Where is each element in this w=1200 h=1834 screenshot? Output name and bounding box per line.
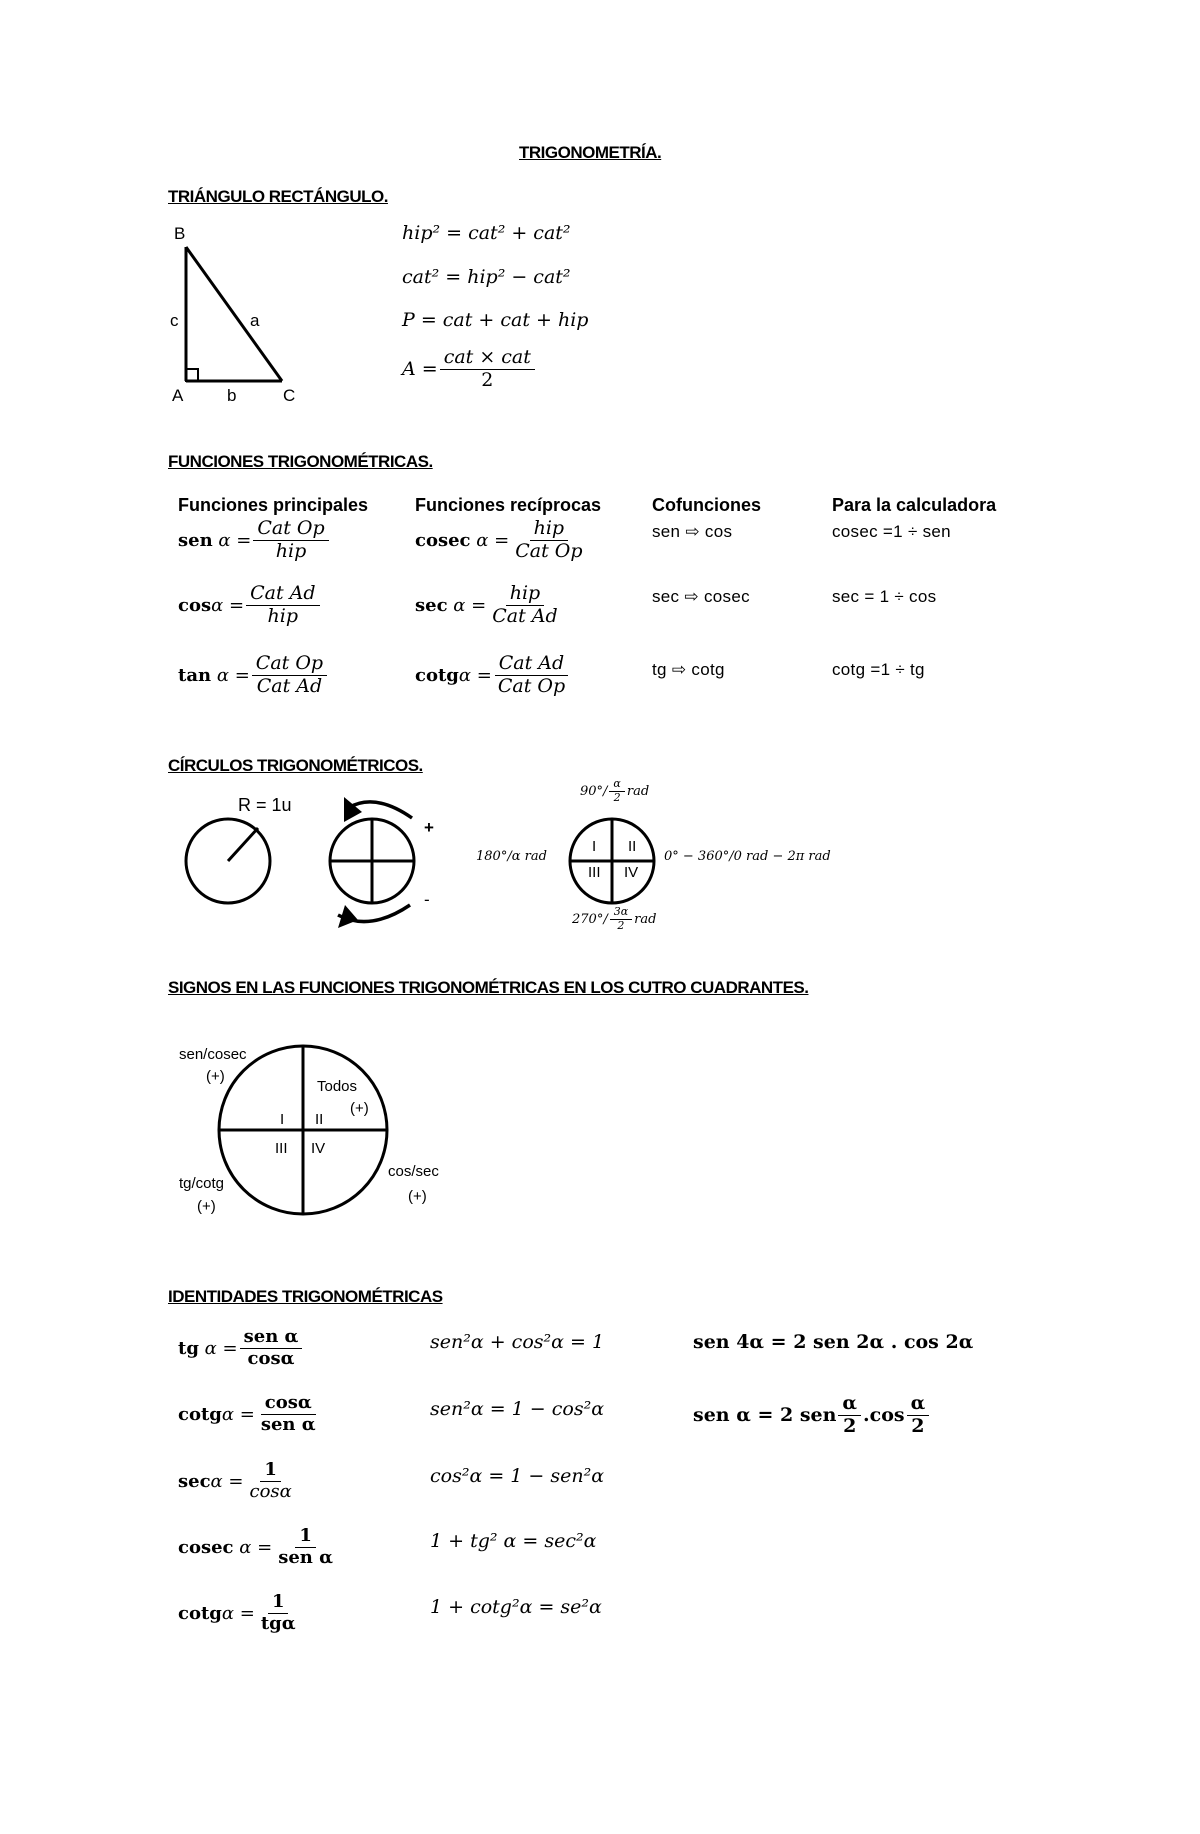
- cos-sec-sign: (+): [408, 1188, 427, 1205]
- todos-label: Todos: [317, 1078, 358, 1095]
- identity-sec: sec α = $\frac{1}{\cos\alpha}$: [178, 1459, 292, 1502]
- cos-definition: cos α = $\frac{\text{Cat Ad}}{\text{hip}}$: [178, 583, 322, 628]
- area-lhs: A =: [402, 358, 438, 381]
- vertex-A-label: A: [172, 386, 184, 405]
- tan-definition: tan α = $\frac{\text{Cat Op}}{\text{Cat Ad}}$: [178, 653, 329, 698]
- cofunction-sen-cos: sen ⇨ cos: [652, 522, 733, 541]
- angle-270-label: 270°/ $\frac{3\alpha}{2}$ rad: [572, 905, 657, 932]
- identities-heading: IDENTIDADES TRIGONOMÉTRICAS: [168, 1287, 443, 1306]
- angle-0-label: 0° − 360°/0 rad − 2π rad: [664, 849, 831, 864]
- arrow-icon: ⇨: [671, 660, 687, 679]
- col-reciprocal-header: Funciones recíprocas: [415, 495, 602, 515]
- todos-sign: (+): [350, 1100, 369, 1117]
- cosec-definition: cosec α = $\frac{\text{hip}}{\text{Cat Op}}$: [415, 517, 583, 562]
- vertex-C-label: C: [283, 386, 296, 405]
- arrow-icon: ⇨: [685, 522, 700, 541]
- calc-cosec: cosec =1 ÷ sen: [832, 522, 951, 541]
- cotg-definition: cotg α = $\frac{\text{Cat Ad}}{\text{Cat Op}}$: [415, 653, 571, 698]
- side-b-label: b: [227, 386, 237, 405]
- angle-90-label: 90°/ $\frac{\alpha}{2}$ rad: [580, 777, 650, 804]
- signs-quadrant-III: III: [275, 1140, 288, 1157]
- sen-cosec-label: sen/cosec: [179, 1046, 247, 1063]
- side-c-label: c: [170, 311, 179, 330]
- area-numerator: cat × cat: [440, 347, 535, 370]
- tg-cotg-sign: (+): [197, 1198, 216, 1215]
- identity-cos-squared: cos²α = 1 − sen²α: [430, 1465, 605, 1487]
- signs-quadrant-I: I: [280, 1111, 285, 1128]
- quadrant-IV: IV: [624, 864, 639, 881]
- signs-quadrant-IV: IV: [311, 1140, 326, 1157]
- col-cofunctions-header: Cofunciones: [652, 495, 762, 515]
- col-calculator-header: Para la calculadora: [832, 495, 997, 515]
- side-a-label: a: [250, 311, 260, 330]
- triangle-heading: TRIÁNGULO RECTÁNGULO.: [168, 187, 388, 206]
- cofunction-sec-cosec: sec ⇨ cosec: [652, 587, 750, 606]
- sen-definition: sen α = $\frac{\text{Cat Op}}{\text{hip}}$: [178, 518, 331, 563]
- cofunction-tg-cotg: tg ⇨ cotg: [652, 660, 725, 679]
- tg-cotg-label: tg/cotg: [179, 1175, 225, 1192]
- sec-definition: sec α = $\frac{\text{hip}}{\text{Cat Ad}}$: [415, 582, 558, 627]
- vertex-B-label: B: [174, 224, 186, 243]
- quadrant-II: II: [628, 838, 637, 855]
- circles-heading: CÍRCULOS TRIGONOMÉTRICOS.: [168, 756, 423, 775]
- angle-180-label: 180°/α rad: [476, 849, 547, 864]
- identity-tg-sec: 1 + tg² α = sec²α: [430, 1530, 597, 1552]
- quadrant-III: III: [588, 864, 601, 881]
- identity-cosec: cosec α = $\frac{1}{\text{sen α}}$: [178, 1525, 334, 1568]
- identity-cotg-cosec: 1 + cotg²α = se²α: [430, 1596, 602, 1618]
- calc-sec: sec = 1 ÷ cos: [832, 587, 937, 606]
- leg-formula: cat² = hip² − cat²: [402, 266, 571, 288]
- page-title: TRIGONOMETRÍA.: [519, 143, 662, 162]
- negative-direction-label: -: [424, 890, 430, 909]
- arrow-icon: ⇨: [684, 587, 699, 606]
- identity-double-angle: sen α = 2 sen $\frac{\alpha}{2}$ .cos $\frac{\alpha}{2}$: [693, 1393, 931, 1438]
- functions-heading: FUNCIONES TRIGONOMÉTRICAS.: [168, 452, 433, 471]
- identity-tg: tg α = $\frac{\text{sen α}}{\cos\alpha}$: [178, 1327, 304, 1369]
- cos-sec-label: cos/sec: [388, 1163, 439, 1180]
- positive-direction-label: +: [424, 818, 434, 837]
- sen-cosec-sign: (+): [206, 1068, 225, 1085]
- identity-cotg: cotg α = $\frac{\cos\alpha}{\text{sen α}}$: [178, 1392, 316, 1435]
- signs-heading: SIGNOS EN LAS FUNCIONES TRIGONOMÉTRICAS EN LOS CUTRO CUADRANTES.: [168, 978, 809, 997]
- area-denominator: 2: [481, 368, 494, 391]
- col-principal-header: Funciones principales: [178, 495, 369, 515]
- calc-cotg: cotg =1 ÷ tg: [832, 660, 925, 679]
- identity-cotg-tg: cotg α = $\frac{1}{\text{tgα}}$: [178, 1591, 296, 1634]
- identity-sen-4a: sen 4α = 2 sen 2α . cos 2α: [693, 1331, 974, 1353]
- signs-quadrant-II: II: [315, 1111, 324, 1128]
- pythagoras-formula: hip² = cat² + cat²: [402, 222, 571, 244]
- identity-pythagorean: sen²α + cos²α = 1: [430, 1331, 605, 1353]
- perimeter-formula: P = cat + cat + hip: [402, 309, 589, 331]
- quadrant-I: I: [592, 838, 597, 855]
- radius-label: R = 1u: [238, 795, 292, 815]
- identity-sen-squared: sen²α = 1 − cos²α: [430, 1398, 605, 1420]
